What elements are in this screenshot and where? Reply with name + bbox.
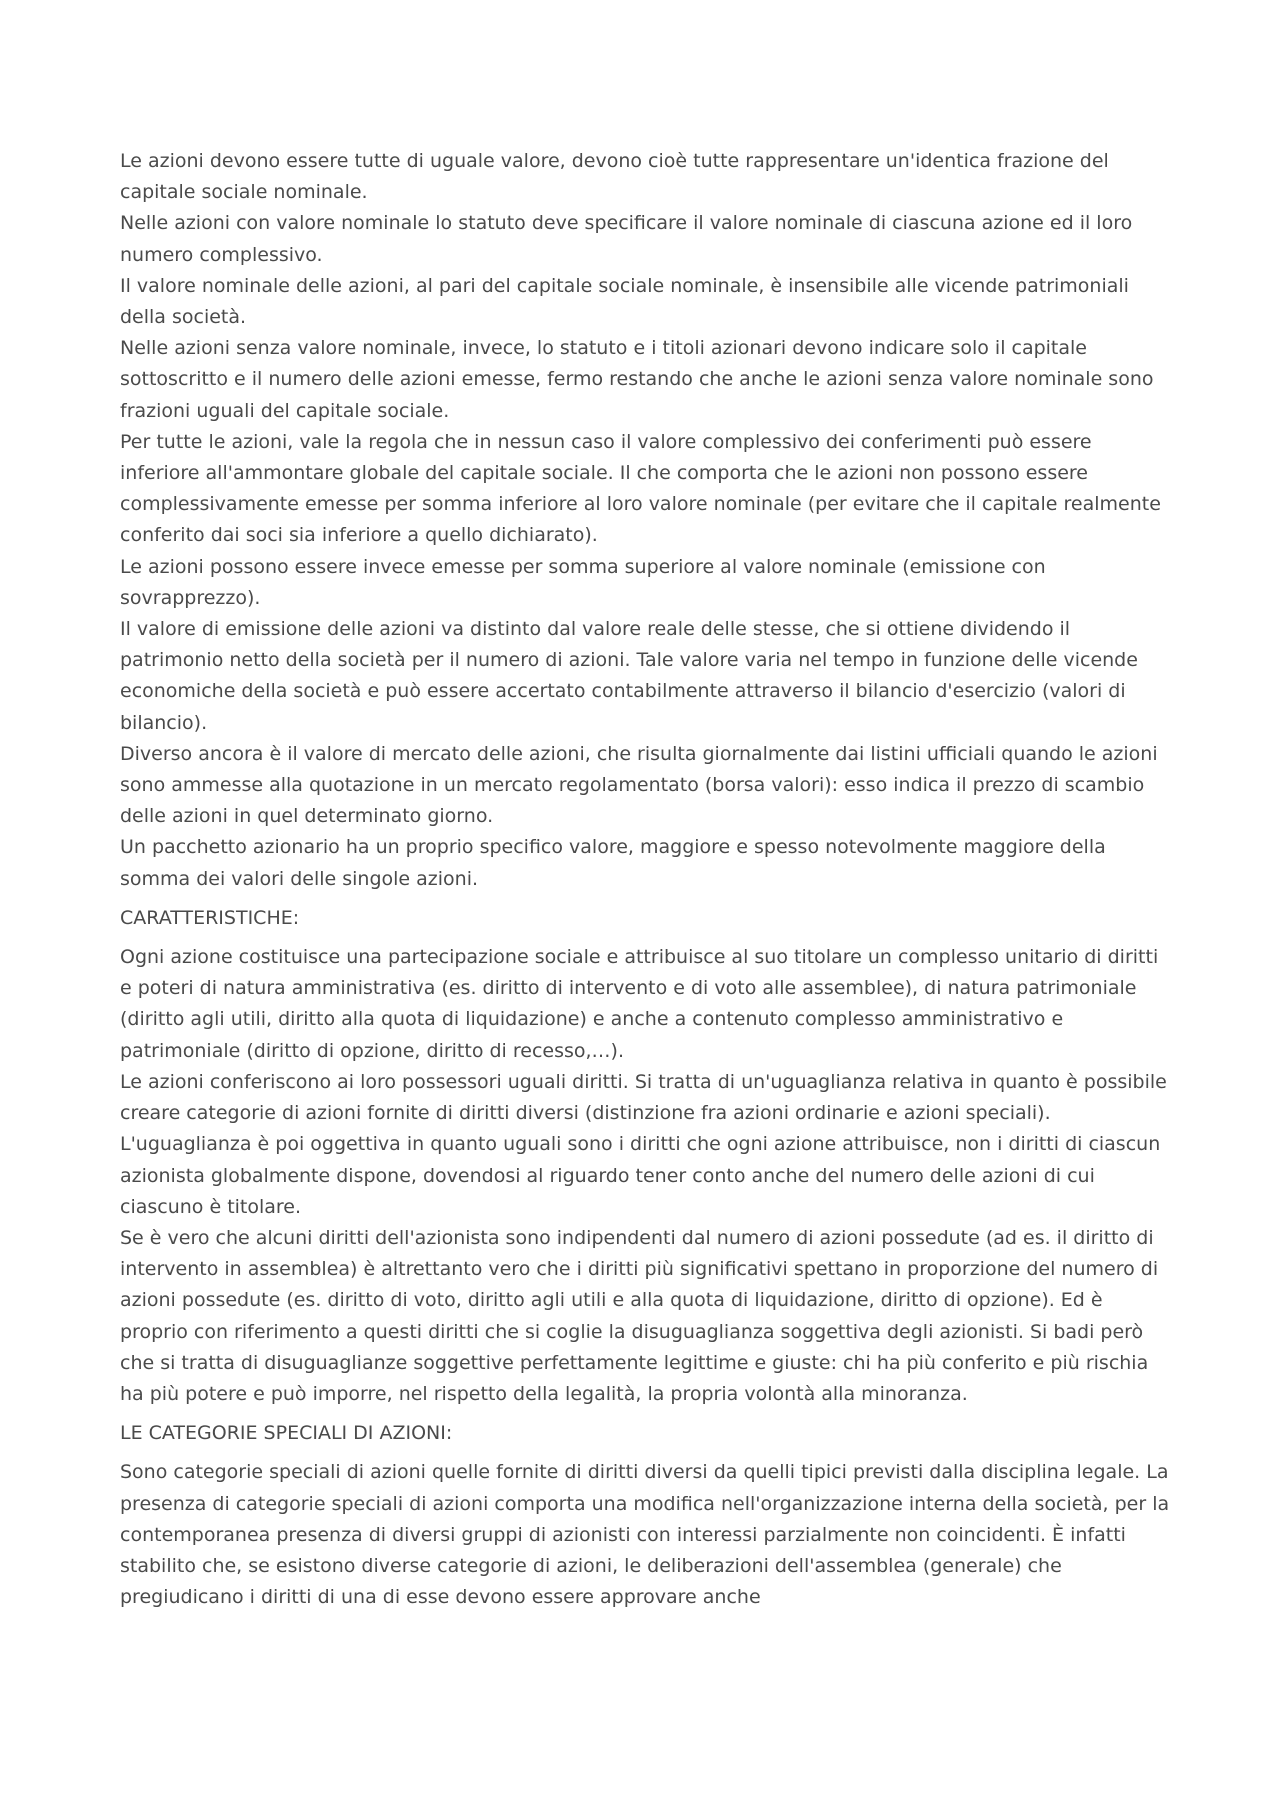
section-heading-caratteristiche: CARATTERISTICHE:: [120, 906, 300, 929]
paragraph: Un pacchetto azionario ha un proprio specifico valore, maggiore e spesso notevolmente maggiore della somma dei valori delle singole azioni.: [120, 836, 1106, 890]
paragraph: Sono categorie speciali di azioni quelle fornite di diritti diversi da quelli tipici previsti dalla disciplina legale. La presenza di categorie speciali di azioni comporta una modifica nell'organizzazione interna della società, per la contemporanea presenza di diversi gruppi di azionisti con interessi parzialmente non coincidenti. È infatti stabilito che, se esistono diverse categorie di azioni, le deliberazioni dell'assemblea (generale) che pregiudicano i diritti di una di esse devono essere approvare anche: [120, 1461, 1170, 1609]
paragraph: Le azioni devono essere tutte di uguale valore, devono cioè tutte rappresentare un'identica frazione del capitale sociale nominale.: [120, 150, 1109, 204]
spacer: [120, 1410, 1170, 1418]
paragraph: Diverso ancora è il valore di mercato delle azioni, che risulta giornalmente dai listini ufficiali quando le azioni sono ammesse alla quotazione in un mercato regolamentato (borsa valori): esso indica il prezzo di scambio delle azioni in quel determinato giorno.: [120, 742, 1158, 828]
paragraph: Le azioni conferiscono ai loro possessori uguali diritti. Si tratta di un'uguaglianza relativa in quanto è possibile creare categorie di azioni fornite di diritti diversi (distinzione fra azioni ordinarie e azioni speciali). L'uguaglianza è poi oggettiva in quanto uguali sono i diritti che ogni azione attribuisce, non i diritti di ciascun azionista globalmente dispone, dovendosi al riguardo tener conto anche del numero delle azioni di cui ciascuno è titolare.: [120, 1070, 1167, 1218]
spacer: [120, 895, 1170, 903]
spacer: [120, 1449, 1170, 1457]
paragraph: Il valore di emissione delle azioni va distinto dal valore reale delle stesse, che si ottiene dividendo il patrimonio netto della società per il numero di azioni. Tale valore varia nel tempo in funzione delle vicende economiche della società e può essere accertato contabilmente attraverso il bilancio d'esercizio (valori di bilancio).: [120, 618, 1138, 734]
section-categorie-speciali: [120, 1457, 1170, 1613]
paragraph: Ogni azione costituisce una partecipazione sociale e attribuisce al suo titolare un complesso unitario di diritti e poteri di natura amministrativa (es. diritto di intervento e di voto alle assemblee), di natura patrimoniale (diritto agli utili, diritto alla quota di liquidazione) e anche a contenuto complesso amministrativo e patrimoniale (diritto di opzione, diritto di recesso,…).: [120, 946, 1159, 1062]
paragraph: Per tutte le azioni, vale la regola che in nessun caso il valore complessivo dei conferimenti può essere inferiore all'ammontare globale del capitale sociale. Il che comporta che le azioni non possono essere complessivamente emesse per somma inferiore al loro valore nominale (per evitare che il capitale realmente conferito dai soci sia inferiore a quello dichiarato).: [120, 430, 1161, 547]
section-caratteristiche: [120, 942, 1170, 1410]
section-heading-categorie: LE CATEGORIE SPECIALI DI AZIONI:: [120, 1422, 453, 1445]
paragraph: Il valore nominale delle azioni, al pari del capitale sociale nominale, è insensibile alle vicende patrimoniali della società.: [120, 274, 1129, 329]
paragraph: Nelle azioni senza valore nominale, invece, lo statuto e i titoli azionari devono indicare solo il capitale sottoscritto e il numero delle azioni emesse, fermo restando che anche le azioni senza valore nominale sono frazioni uguali del capitale sociale.: [120, 337, 1154, 422]
paragraph: Le azioni possono essere invece emesse per somma superiore al valore nominale (emissione con sovrapprezzo).: [120, 555, 1046, 609]
spacer: [120, 934, 1170, 942]
document-page: [120, 146, 1170, 1613]
paragraph: Nelle azioni con valore nominale lo statuto deve specificare il valore nominale di ciascuna azione ed il loro numero complessivo.: [120, 212, 1133, 266]
paragraph: Se è vero che alcuni diritti dell'azionista sono indipendenti dal numero di azioni possedute (ad es. il diritto di intervento in assemblea) è altrettanto vero che i diritti più significativi spettano in proporzione del numero di azioni possedute (es. diritto di voto, diritto agli utili e alla quota di liquidazione, diritto di opzione). Ed è proprio con riferimento a questi diritti che si coglie la disuguaglianza soggettiva degli azionisti. Si badi però che si tratta di disuguaglianze soggettive perfettamente legittime e giuste: chi ha più conferito e più rischia ha più potere e può imporre, nel rispetto della legalità, la propria volontà alla minoranza.: [120, 1226, 1159, 1405]
section-valore-azioni: [120, 146, 1170, 895]
